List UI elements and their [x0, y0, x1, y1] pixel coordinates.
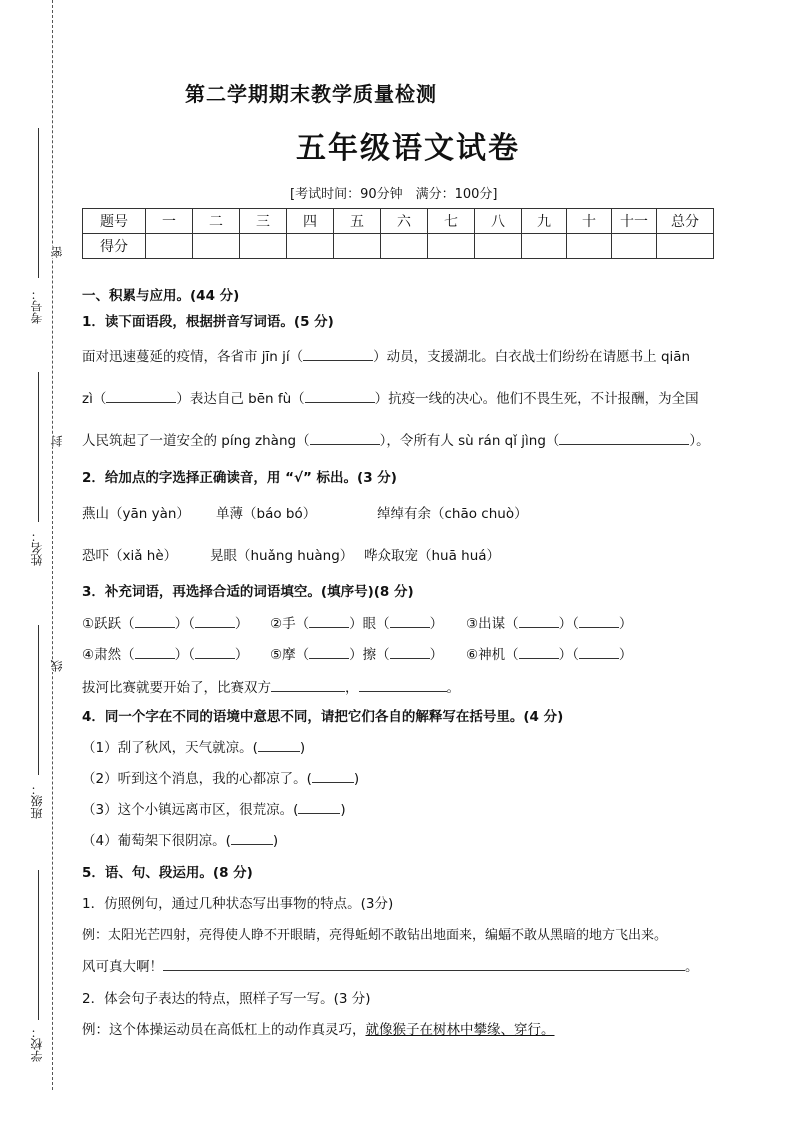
answer-blank[interactable]: [519, 613, 559, 628]
score-input-cell[interactable]: [193, 234, 240, 259]
question-5-1-example: 例：太阳光芒四射，亮得使人睁不开眼睛，亮得蚯蚓不敢钻出地面来，编蝠不敢从黑暗的地方飞出来。: [82, 928, 668, 943]
text-segment: ）（: [174, 616, 195, 632]
text-segment: ）（: [558, 647, 579, 663]
text-segment: （3）这个小镇远离市区，很荒凉。(: [82, 802, 299, 818]
text-segment: ，: [345, 680, 359, 696]
answer-blank[interactable]: [359, 677, 447, 692]
score-input-cell[interactable]: [146, 234, 193, 259]
text-segment: ）: [234, 616, 249, 632]
pinyin-option[interactable]: 哗众取宠（huā huá）: [364, 548, 501, 564]
score-input-cell[interactable]: [240, 234, 287, 259]
answer-blank[interactable]: [519, 644, 559, 659]
exam-title: 五年级语文试卷: [296, 131, 520, 166]
text-segment: ）: [429, 616, 444, 632]
text-segment: ）表达自己 bēn fù（: [176, 391, 305, 407]
school-field: [28, 870, 48, 1070]
answer-blank[interactable]: [195, 613, 235, 628]
pinyin-option[interactable]: 绰绰有余（chāo chuò）: [377, 506, 528, 522]
text-segment: ），令所有人 sù rán qǐ jìng（: [379, 433, 560, 449]
question-5-2-heading: 2．体会句子表达的特点，照样子写一写。(3 分): [82, 991, 371, 1007]
question-4-item-4: [82, 829, 278, 849]
text-segment: ）: [429, 647, 444, 663]
text-segment: ⑥神机（: [466, 647, 519, 663]
underlined-phrase: 就像猴子在树林中攀缘、穿行。: [365, 1022, 555, 1038]
question-5-1-heading: 1．仿照例句，通过几种状态写出事物的特点。(3分): [82, 896, 394, 912]
question-5-heading: 5．语、句、段运用。(8 分): [82, 865, 253, 881]
table-cell: 九: [522, 209, 567, 234]
table-row-header: [83, 209, 714, 234]
table-cell: 五: [334, 209, 381, 234]
text-segment: ): [353, 771, 360, 787]
pinyin-option[interactable]: 晃眼（huǎng huàng）: [210, 548, 354, 564]
text-segment: （4）葡萄架下很阴凉。(: [82, 833, 231, 849]
answer-blank[interactable]: [195, 644, 235, 659]
table-cell: 二: [193, 209, 240, 234]
answer-blank[interactable]: [298, 799, 340, 814]
score-input-cell[interactable]: [567, 234, 612, 259]
table-cell: 六: [381, 209, 428, 234]
question-3-row-1: [82, 612, 633, 632]
text-segment: ）（: [174, 647, 195, 663]
text-segment: ）。: [689, 433, 710, 449]
answer-blank[interactable]: [312, 768, 354, 783]
score-input-cell[interactable]: [522, 234, 567, 259]
exam-info: [考试时间：90分钟 满分：100分]: [290, 187, 498, 202]
text-segment: 拔河比赛就要开始了，比赛双方: [82, 680, 271, 696]
text-segment: ）: [234, 647, 249, 663]
text-segment: ⑤摩（: [270, 647, 310, 663]
text-segment: ）眼（: [349, 616, 390, 632]
table-cell: 题号: [83, 209, 146, 234]
answer-blank[interactable]: [579, 644, 619, 659]
question-2-row-2: [82, 544, 501, 564]
answer-blank[interactable]: [309, 613, 349, 628]
question-5-2-example: [82, 1018, 555, 1038]
text-segment: ): [272, 833, 279, 849]
answer-blank[interactable]: [303, 346, 373, 361]
score-table: [82, 208, 714, 259]
answer-blank[interactable]: [310, 430, 380, 445]
question-2-row-1: [82, 502, 528, 522]
class-field: [28, 625, 48, 825]
text-segment: ④肃然（: [82, 647, 135, 663]
answer-blank[interactable]: [305, 388, 375, 403]
text-segment: 例：这个体操运动员在高低杠上的动作真灵巧，: [82, 1022, 366, 1038]
score-input-cell[interactable]: [475, 234, 522, 259]
answer-blank[interactable]: [309, 644, 349, 659]
table-cell: 得分: [83, 234, 146, 259]
answer-blank[interactable]: [163, 956, 685, 971]
answer-blank[interactable]: [135, 613, 175, 628]
line-mark: 线: [50, 660, 64, 672]
question-1-heading: 1．读下面语段，根据拼音写词语。(5 分): [82, 314, 334, 330]
text-segment: ）（: [558, 616, 579, 632]
text-segment: ②手（: [270, 616, 310, 632]
answer-blank[interactable]: [579, 613, 619, 628]
answer-blank[interactable]: [106, 388, 176, 403]
question-4-item-1: [82, 736, 305, 756]
question-1-line-1: [82, 345, 690, 365]
table-cell: 十一: [612, 209, 657, 234]
name-field: [28, 372, 48, 572]
class-label: 班级：: [30, 783, 44, 819]
school-label: 学校：: [30, 1026, 44, 1062]
score-input-cell[interactable]: [381, 234, 428, 259]
question-5-1-answer-line: [82, 955, 699, 975]
exam-subtitle: 第二学期期末教学质量检测: [185, 82, 437, 106]
text-segment: （1）刮了秋风，天气就凉。(: [82, 740, 258, 756]
seal-mark: 密: [50, 246, 64, 258]
question-1-line-2: [82, 387, 699, 407]
section-1-heading: 一、积累与应用。(44 分): [82, 288, 240, 304]
text-segment: ): [340, 802, 346, 818]
text-segment: ③出谋（: [466, 616, 519, 632]
question-4-heading: 4．同一个字在不同的语境中意思不同，请把它们各自的解释写在括号里。(4 分): [82, 709, 564, 725]
text-segment: ）动员，支援湖北。白衣战士们纷纷在请愿书上 qiān: [373, 349, 691, 365]
table-row-score: [83, 234, 714, 259]
score-input-cell[interactable]: [428, 234, 475, 259]
answer-blank[interactable]: [258, 737, 300, 752]
text-segment: 。: [446, 680, 460, 696]
text-segment: ）抗疫一线的决心。他们不畏生死，不计报酬，为全国: [374, 391, 699, 407]
answer-blank[interactable]: [390, 644, 430, 659]
pinyin-option[interactable]: 恐吓（xiǎ hè）: [82, 548, 178, 564]
exam-number-label: 考号：: [30, 288, 44, 324]
binding-line: [52, 0, 53, 1090]
table-cell: 三: [240, 209, 287, 234]
table-cell: 七: [428, 209, 475, 234]
answer-blank[interactable]: [271, 677, 345, 692]
answer-blank[interactable]: [135, 644, 175, 659]
table-cell: 八: [475, 209, 522, 234]
text-segment: ）: [618, 647, 633, 663]
question-4-item-3: [82, 798, 346, 818]
table-cell: 总分: [657, 209, 714, 234]
text-segment: 。: [685, 959, 699, 975]
pinyin-option[interactable]: 单薄（báo bó）: [216, 506, 317, 522]
answer-blank[interactable]: [559, 430, 689, 445]
answer-blank[interactable]: [390, 613, 430, 628]
question-3-row-2: [82, 643, 633, 663]
text-segment: ): [299, 740, 306, 756]
text-segment: ①跃跃（: [82, 616, 135, 632]
text-segment: zì（: [82, 391, 107, 407]
exam-number-field: [28, 128, 48, 328]
question-4-item-2: [82, 767, 359, 787]
text-segment: ）擦（: [349, 647, 390, 663]
question-1-line-3: [82, 429, 710, 449]
question-2-heading: 2．给加点的字选择正确读音，用 “√” 标出。(3 分): [82, 470, 397, 486]
fix-mark: 封: [50, 435, 64, 447]
table-cell: 四: [287, 209, 334, 234]
score-input-cell[interactable]: [334, 234, 381, 259]
question-3-fill-sentence: [82, 676, 460, 696]
answer-blank[interactable]: [231, 830, 273, 845]
table-cell: 一: [146, 209, 193, 234]
score-input-cell[interactable]: [287, 234, 334, 259]
score-input-cell[interactable]: [657, 234, 714, 259]
text-segment: ）: [618, 616, 633, 632]
pinyin-option[interactable]: 燕山（yān yàn）: [82, 506, 190, 522]
text-segment: （2）听到这个消息，我的心都凉了。(: [82, 771, 312, 787]
table-cell: 十: [567, 209, 612, 234]
question-3-heading: 3．补充词语，再选择合适的词语填空。(填序号)(8 分): [82, 584, 414, 600]
text-segment: 风可真大啊！: [82, 959, 163, 975]
text-segment: 面对迅速蔓延的疫情，各省市 jīn jí（: [82, 349, 304, 365]
name-label: 姓名：: [30, 530, 44, 566]
score-input-cell[interactable]: [612, 234, 657, 259]
text-segment: 人民筑起了一道安全的 píng zhàng（: [82, 433, 310, 449]
